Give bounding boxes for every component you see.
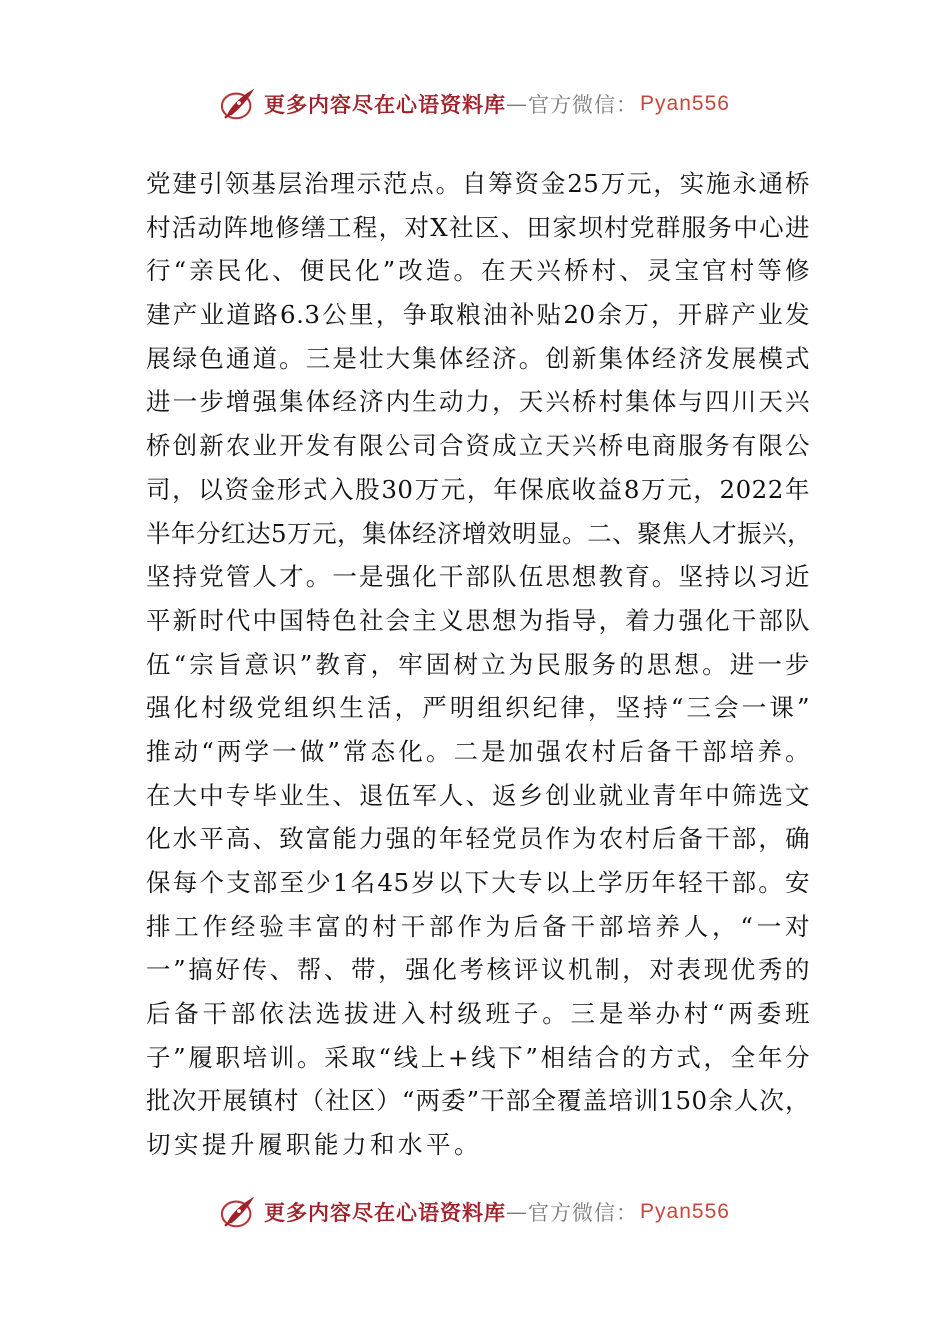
text-line: 批次开展镇村（社区）“两委”干部全覆盖培训150余人次， [146,1086,810,1116]
footer-banner [0,1192,950,1232]
text-line: 后备干部依法选拔进入村级班子。三是举办村“两委班 [146,999,810,1029]
pen-nib-logo-icon [220,85,258,123]
document-body [146,162,813,1167]
text-line: 建产业道路6.3公里，争取粮油补贴20余万，开辟产业发 [146,300,810,330]
banner-wechat-id: Pyan556 [640,92,730,115]
text-line: 桥创新农业开发有限公司合资成立天兴桥电商服务有限公 [146,431,810,461]
banner-title: 更多内容尽在心语资料库 [264,1200,507,1225]
text-line: 化水平高、致富能力强的年轻党员作为农村后备干部，确 [146,824,810,854]
text-line: 推动“两学一做”常态化。二是加强农村后备干部培养。 [146,736,810,766]
text-line: 半年分红达5万元，集体经济增效明显。二、聚焦人才振兴， [146,518,813,548]
text-line: 保每个支部至少1名45岁以下大专以上学历年轻干部。安 [146,868,810,897]
banner-wechat-id: Pyan556 [640,1200,730,1223]
banner-wechat-label: 官方微信： [528,93,639,117]
banner-separator: — [506,92,529,116]
text-line: 党建引领基层治理示范点。自筹资金25万元，实施永通桥 [146,169,810,198]
text-line: 展绿色通道。三是壮大集体经济。创新集体经济发展模式 [146,343,810,373]
header-banner [0,84,950,124]
text-line: 伍“宗旨意识”教育，牢固树立为民服务的思想。进一步 [146,649,810,679]
banner-separator: — [506,1200,529,1224]
text-line: 强化村级党组织生活，严明组织纪律，坚持“三会一课” [146,693,810,723]
pen-nib-logo-icon [220,1193,258,1231]
text-line-last: 切实提升履职能力和水平。 [146,1130,482,1160]
banner-wechat-label: 官方微信： [528,1201,639,1225]
banner-title: 更多内容尽在心语资料库 [264,92,507,117]
text-line: 一”搞好传、帮、带，强化考核评议机制，对表现优秀的 [146,955,810,985]
text-line: 进一步增强集体经济内生动力，天兴桥村集体与四川天兴 [146,387,810,417]
text-line: 子”履职培训。采取“线上+线下”相结合的方式，全年分 [146,1042,810,1072]
text-line: 行“亲民化、便民化”改造。在天兴桥村、灵宝官村等修 [146,256,810,286]
text-line: 坚持党管人才。一是强化干部队伍思想教育。坚持以习近 [146,562,810,592]
text-line: 村活动阵地修缮工程，对X社区、田家坝村党群服务中心进 [146,212,810,242]
text-line: 排工作经验丰富的村干部作为后备干部培养人，“一对 [146,911,810,941]
text-line: 在大中专毕业生、退伍军人、返乡创业就业青年中筛选文 [146,780,810,810]
text-line: 平新时代中国特色社会主义思想为指导，着力强化干部队 [146,605,810,635]
text-line: 司，以资金形式入股30万元，年保底收益8万元，2022年 [146,474,810,504]
